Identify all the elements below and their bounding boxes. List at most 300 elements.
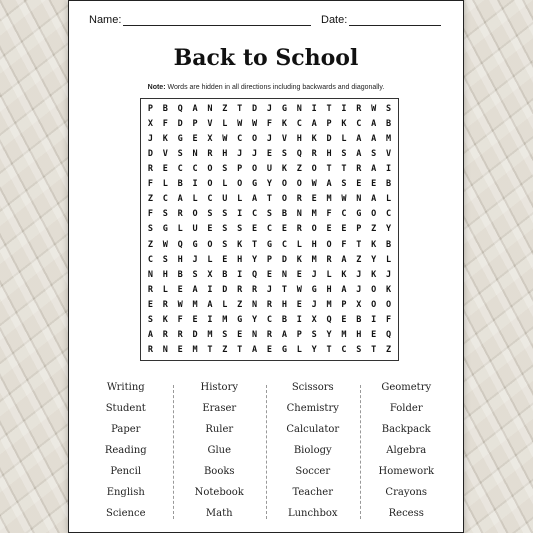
grid-cell[interactable]: X xyxy=(207,133,213,144)
word-list-item: Writing xyxy=(106,382,145,393)
grid-cell[interactable]: E xyxy=(356,179,362,190)
grid-cell[interactable]: E xyxy=(266,148,273,159)
grid-cell[interactable]: A xyxy=(371,133,377,144)
grid-cell[interactable]: S xyxy=(311,330,317,341)
grid-cell[interactable]: S xyxy=(371,148,377,159)
grid-cell[interactable]: G xyxy=(252,179,258,190)
grid-cell[interactable]: L xyxy=(222,300,228,311)
grid-cell[interactable]: R xyxy=(266,300,273,311)
grid-cell[interactable]: N xyxy=(296,103,302,114)
grid-cell[interactable]: R xyxy=(177,209,183,220)
grid-cell[interactable]: A xyxy=(371,164,377,175)
grid-cell[interactable]: K xyxy=(281,118,287,129)
grid-cell[interactable]: J xyxy=(385,269,392,280)
grid-cell[interactable]: R xyxy=(296,194,302,205)
grid-cell[interactable]: L xyxy=(222,118,228,129)
grid-cell[interactable]: S xyxy=(237,224,243,235)
grid-cell[interactable]: N xyxy=(281,269,287,280)
grid-cell[interactable]: T xyxy=(237,103,243,114)
grid-cell[interactable]: J xyxy=(266,284,273,295)
grid-cell[interactable]: Y xyxy=(252,315,258,326)
grid-cell[interactable]: X xyxy=(207,269,213,280)
grid-cell[interactable]: A xyxy=(192,284,198,295)
instructions-note xyxy=(69,84,463,91)
grid-cell[interactable]: S xyxy=(222,209,228,220)
grid-cell[interactable]: S xyxy=(162,254,168,265)
grid-cell[interactable]: H xyxy=(356,330,362,341)
grid-cell[interactable]: F xyxy=(162,118,168,129)
grid-cell[interactable]: K xyxy=(162,315,168,326)
grid-cell[interactable]: D xyxy=(222,284,228,295)
grid-cell[interactable]: W xyxy=(177,300,183,311)
grid-cell[interactable]: L xyxy=(326,269,332,280)
grid-cell[interactable]: X xyxy=(356,300,362,311)
grid-cell[interactable]: L xyxy=(192,194,198,205)
grid-cell[interactable]: O xyxy=(237,179,243,190)
grid-cell[interactable]: N xyxy=(162,345,168,356)
grid-cell[interactable]: S xyxy=(147,315,153,326)
grid-cell[interactable]: I xyxy=(207,315,213,326)
grid-cell[interactable]: T xyxy=(326,345,332,356)
grid-cell[interactable]: H xyxy=(326,284,332,295)
grid-cell[interactable]: U xyxy=(266,164,273,175)
grid-cell[interactable]: O xyxy=(192,209,198,220)
grid-cell[interactable]: D xyxy=(252,103,258,114)
grid-cell[interactable]: I xyxy=(385,164,392,175)
grid-cell[interactable]: S xyxy=(192,269,198,280)
grid-cell[interactable]: F xyxy=(266,118,273,129)
grid-cell[interactable]: Q xyxy=(177,239,183,250)
grid-cell[interactable]: I xyxy=(296,315,302,326)
grid-cell[interactable]: G xyxy=(311,284,317,295)
grid-cell[interactable]: C xyxy=(385,209,392,220)
grid-cell[interactable]: N xyxy=(296,209,302,220)
grid-cell[interactable]: T xyxy=(356,239,362,250)
word-list-item: Reading xyxy=(104,445,147,456)
grid-cell[interactable]: K xyxy=(341,269,347,280)
grid-cell[interactable]: A xyxy=(177,194,183,205)
grid-cell[interactable]: Z xyxy=(222,103,228,114)
date-label: Date: xyxy=(321,14,348,26)
grid-cell[interactable]: S xyxy=(385,103,392,114)
grid-cell[interactable]: M xyxy=(192,300,198,311)
grid-cell[interactable]: A xyxy=(371,118,377,129)
grid-cell[interactable]: L xyxy=(162,179,168,190)
grid-cell[interactable]: K xyxy=(281,164,287,175)
grid-cell[interactable]: N xyxy=(252,300,258,311)
grid-cell[interactable]: A xyxy=(356,133,362,144)
grid-cell[interactable]: T xyxy=(341,164,347,175)
grid-cell[interactable]: E xyxy=(371,330,377,341)
grid-cell[interactable]: L xyxy=(296,345,302,356)
grid-cell[interactable]: N xyxy=(207,103,213,114)
grid-cell[interactable]: S xyxy=(162,209,168,220)
grid-cell[interactable]: D xyxy=(147,148,153,159)
grid-cell[interactable]: N xyxy=(192,148,198,159)
grid-cell[interactable]: C xyxy=(341,345,347,356)
grid-cell[interactable]: Q xyxy=(252,269,258,280)
grid-cell[interactable]: I xyxy=(341,103,347,114)
grid-cell[interactable]: C xyxy=(341,209,347,220)
grid-cell[interactable]: B xyxy=(222,269,228,280)
grid-cell[interactable]: A xyxy=(192,103,198,114)
grid-cell[interactable]: O xyxy=(207,239,213,250)
grid-cell[interactable]: D xyxy=(177,118,183,129)
grid-cell[interactable]: E xyxy=(266,345,273,356)
grid-cell[interactable]: V xyxy=(162,148,168,159)
grid-cell[interactable]: R xyxy=(177,330,183,341)
grid-cell[interactable]: S xyxy=(177,148,183,159)
grid-cell[interactable]: E xyxy=(237,330,243,341)
grid-cell[interactable]: A xyxy=(371,194,377,205)
grid-cell[interactable]: E xyxy=(147,300,153,311)
grid-cell[interactable]: E xyxy=(341,315,347,326)
word-list-item: Eraser xyxy=(202,403,237,414)
grid-cell[interactable]: Q xyxy=(296,148,302,159)
grid-cell[interactable]: S xyxy=(341,179,347,190)
grid-cell[interactable]: C xyxy=(266,315,273,326)
grid-cell[interactable]: W xyxy=(371,103,377,114)
grid-cell[interactable]: R xyxy=(237,284,243,295)
grid-cell[interactable]: A xyxy=(326,179,332,190)
grid-cell[interactable]: B xyxy=(385,239,392,250)
grid-cell[interactable]: M xyxy=(207,330,213,341)
grid-cell[interactable]: E xyxy=(207,224,213,235)
grid-cell[interactable]: B xyxy=(385,179,392,190)
grid-cell[interactable]: Q xyxy=(385,330,392,341)
grid-cell[interactable]: C xyxy=(237,133,243,144)
grid-cell[interactable]: E xyxy=(326,224,332,235)
grid-cell[interactable]: E xyxy=(192,133,198,144)
grid-cell[interactable]: H xyxy=(177,254,183,265)
grid-cell[interactable]: G xyxy=(162,224,168,235)
grid-cell[interactable]: K xyxy=(237,239,243,250)
grid-cell[interactable]: O xyxy=(207,179,213,190)
grid-cell[interactable]: P xyxy=(296,330,302,341)
grid-cell[interactable]: V xyxy=(207,118,213,129)
grid-cell[interactable]: T xyxy=(266,194,273,205)
grid-cell[interactable]: F xyxy=(147,209,153,220)
grid-cell[interactable]: J xyxy=(356,284,362,295)
grid-cell[interactable]: U xyxy=(192,224,198,235)
grid-cell[interactable]: Y xyxy=(311,345,317,356)
grid-cell[interactable]: L xyxy=(341,133,347,144)
grid-cell[interactable]: U xyxy=(222,194,228,205)
grid-cell[interactable]: E xyxy=(252,224,258,235)
grid-cell[interactable]: G xyxy=(356,209,362,220)
grid-cell[interactable]: A xyxy=(356,148,362,159)
grid-cell[interactable]: O xyxy=(326,239,332,250)
grid-cell[interactable]: C xyxy=(252,209,258,220)
date-field[interactable] xyxy=(321,13,441,26)
grid-cell[interactable]: C xyxy=(177,164,183,175)
grid-cell[interactable]: K xyxy=(341,118,347,129)
grid-cell[interactable]: E xyxy=(177,284,183,295)
grid-cell[interactable]: Q xyxy=(326,315,332,326)
grid-cell[interactable]: V xyxy=(281,133,287,144)
grid-cell[interactable]: G xyxy=(281,345,287,356)
grid-cell[interactable]: L xyxy=(177,224,183,235)
grid-cell[interactable]: A xyxy=(341,284,347,295)
grid-cell[interactable]: M xyxy=(385,133,392,144)
grid-cell[interactable]: M xyxy=(222,315,228,326)
grid-cell[interactable]: M xyxy=(341,330,347,341)
grid-cell[interactable]: M xyxy=(326,194,332,205)
grid-cell[interactable]: P xyxy=(326,118,332,129)
grid-cell[interactable]: Z xyxy=(296,164,302,175)
grid-cell[interactable]: F xyxy=(326,209,332,220)
grid-cell[interactable]: J xyxy=(266,133,273,144)
grid-cell[interactable]: A xyxy=(281,330,287,341)
grid-cell[interactable]: N xyxy=(147,269,153,280)
grid-cell[interactable]: B xyxy=(281,315,287,326)
grid-cell[interactable]: J xyxy=(311,269,317,280)
grid-cell[interactable]: G xyxy=(281,103,287,114)
grid-cell[interactable]: G xyxy=(266,239,273,250)
grid-cell[interactable]: Z xyxy=(356,254,362,265)
grid-cell[interactable]: K xyxy=(385,284,392,295)
grid-cell[interactable]: R xyxy=(147,164,153,175)
grid-cell[interactable]: B xyxy=(385,118,392,129)
grid-cell[interactable]: I xyxy=(371,315,377,326)
grid-cell[interactable]: Y xyxy=(326,330,332,341)
grid-cell[interactable]: S xyxy=(147,224,153,235)
grid-cell[interactable]: R xyxy=(252,284,258,295)
grid-cell[interactable]: I xyxy=(311,103,317,114)
grid-cell[interactable]: C xyxy=(356,118,362,129)
grid-cell[interactable]: W xyxy=(311,179,317,190)
grid-cell[interactable]: H xyxy=(296,133,302,144)
grid-cell[interactable]: C xyxy=(266,224,273,235)
grid-cell[interactable]: J xyxy=(237,148,243,159)
grid-cell[interactable]: J xyxy=(147,133,153,144)
grid-cell[interactable]: P xyxy=(237,164,243,175)
grid-cell[interactable]: B xyxy=(162,103,168,114)
grid-cell[interactable]: W xyxy=(296,284,302,295)
grid-cell[interactable]: P xyxy=(266,254,273,265)
grid-cell[interactable]: R xyxy=(356,103,362,114)
grid-cell[interactable]: K xyxy=(371,269,377,280)
grid-cell[interactable]: K xyxy=(311,133,317,144)
grid-cell[interactable]: T xyxy=(281,284,287,295)
grid-cell[interactable]: N xyxy=(356,194,362,205)
grid-cell[interactable]: O xyxy=(371,300,377,311)
grid-cell[interactable]: R xyxy=(356,164,362,175)
grid-cell[interactable]: J xyxy=(266,103,273,114)
grid-cell[interactable]: A xyxy=(147,330,153,341)
grid-cell[interactable]: C xyxy=(192,164,198,175)
grid-cell[interactable]: L xyxy=(237,194,243,205)
grid-cell[interactable]: C xyxy=(147,254,153,265)
grid-cell[interactable]: O xyxy=(371,284,377,295)
grid-cell[interactable]: M xyxy=(326,300,332,311)
grid-cell[interactable]: T xyxy=(371,345,377,356)
grid-cell[interactable]: X xyxy=(147,118,153,129)
grid-cell[interactable]: O xyxy=(281,179,287,190)
grid-cell[interactable]: R xyxy=(311,148,317,159)
grid-cell[interactable]: J xyxy=(311,300,317,311)
grid-cell[interactable]: C xyxy=(162,194,168,205)
grid-cell[interactable]: E xyxy=(192,315,198,326)
grid-cell[interactable]: L xyxy=(385,194,392,205)
grid-cell[interactable]: W xyxy=(341,194,347,205)
grid-cell[interactable]: S xyxy=(281,148,287,159)
grid-cell[interactable]: H xyxy=(311,239,317,250)
grid-cell[interactable]: R xyxy=(326,254,332,265)
grid-cell[interactable]: L xyxy=(385,254,392,265)
grid-cell[interactable]: R xyxy=(162,330,168,341)
grid-cell[interactable]: R xyxy=(147,345,153,356)
grid-cell[interactable]: E xyxy=(266,269,273,280)
grid-cell[interactable]: N xyxy=(252,330,258,341)
grid-cell[interactable]: W xyxy=(237,118,243,129)
grid-cell[interactable]: G xyxy=(177,133,183,144)
grid-cell[interactable]: F xyxy=(385,315,392,326)
grid-cell[interactable]: Z xyxy=(147,239,153,250)
grid-cell[interactable]: C xyxy=(281,239,287,250)
grid-cell[interactable]: H xyxy=(281,300,287,311)
grid-cell[interactable]: I xyxy=(237,269,243,280)
grid-cell[interactable]: O xyxy=(252,164,258,175)
grid-cell[interactable]: Y xyxy=(385,224,392,235)
grid-cell[interactable]: O xyxy=(207,164,213,175)
grid-cell[interactable]: M xyxy=(311,209,317,220)
grid-cell[interactable]: A xyxy=(252,345,258,356)
grid-cell[interactable]: E xyxy=(371,179,377,190)
grid-cell[interactable]: S xyxy=(222,239,228,250)
grid-cell[interactable]: T xyxy=(237,345,243,356)
grid-cell[interactable]: P xyxy=(341,300,347,311)
grid-cell[interactable]: X xyxy=(311,315,317,326)
grid-cell[interactable]: W xyxy=(162,239,168,250)
grid-cell[interactable]: E xyxy=(162,164,168,175)
grid-cell[interactable]: K xyxy=(371,239,377,250)
grid-cell[interactable]: E xyxy=(296,269,302,280)
grid-cell[interactable]: P xyxy=(147,103,153,114)
grid-cell[interactable]: S xyxy=(207,209,213,220)
grid-cell[interactable]: Q xyxy=(177,103,183,114)
grid-cell[interactable]: O xyxy=(281,194,287,205)
grid-cell[interactable]: T xyxy=(326,103,332,114)
grid-cell[interactable]: F xyxy=(177,315,183,326)
grid-cell[interactable]: J xyxy=(192,254,198,265)
grid-cell[interactable]: Z xyxy=(222,345,228,356)
grid-cell[interactable]: M xyxy=(311,254,317,265)
grid-cell[interactable]: E xyxy=(177,345,183,356)
grid-cell[interactable]: R xyxy=(162,300,168,311)
grid-cell[interactable]: Z xyxy=(371,224,377,235)
grid-cell[interactable]: F xyxy=(147,179,153,190)
grid-cell[interactable]: J xyxy=(356,269,362,280)
grid-cell[interactable]: D xyxy=(281,254,287,265)
grid-cell[interactable]: C xyxy=(296,118,302,129)
grid-cell[interactable]: L xyxy=(296,239,302,250)
grid-cell[interactable]: B xyxy=(356,315,362,326)
grid-cell[interactable]: W xyxy=(222,133,228,144)
grid-cell[interactable]: H xyxy=(222,148,228,159)
grid-cell[interactable]: Y xyxy=(252,254,258,265)
grid-cell[interactable]: E xyxy=(281,224,287,235)
grid-cell[interactable]: S xyxy=(222,224,228,235)
grid-cell[interactable]: O xyxy=(311,164,317,175)
grid-cell[interactable]: G xyxy=(192,239,198,250)
grid-cell[interactable]: R xyxy=(266,330,273,341)
grid-cell[interactable]: I xyxy=(192,179,198,190)
grid-cell[interactable]: A xyxy=(341,254,347,265)
grid-cell[interactable]: I xyxy=(207,284,213,295)
grid-cell[interactable]: A xyxy=(252,194,258,205)
grid-cell[interactable]: K xyxy=(296,254,302,265)
grid-cell[interactable]: T xyxy=(252,239,258,250)
grid-cell[interactable]: V xyxy=(385,148,392,159)
grid-cell[interactable]: H xyxy=(162,269,168,280)
grid-cell[interactable]: O xyxy=(311,224,317,235)
grid-cell[interactable]: E xyxy=(296,300,302,311)
grid-cell[interactable]: E xyxy=(311,194,317,205)
grid-cell[interactable]: L xyxy=(162,284,168,295)
grid-cell[interactable]: T xyxy=(207,345,213,356)
grid-cell[interactable]: D xyxy=(326,133,332,144)
grid-cell[interactable]: S xyxy=(341,148,347,159)
word-list-item: Math xyxy=(205,508,233,519)
grid-cell[interactable]: P xyxy=(356,224,362,235)
grid-cell[interactable]: B xyxy=(281,209,287,220)
grid-cell[interactable]: R xyxy=(296,224,302,235)
grid-cell[interactable]: Y xyxy=(266,179,273,190)
grid-cell[interactable]: M xyxy=(192,345,198,356)
grid-cell[interactable]: E xyxy=(222,254,228,265)
word-column xyxy=(360,377,454,527)
grid-cell[interactable]: L xyxy=(222,179,228,190)
grid-cell[interactable]: Y xyxy=(371,254,377,265)
grid-cell[interactable]: Z xyxy=(147,194,153,205)
grid-cell[interactable]: I xyxy=(237,209,243,220)
grid-cell[interactable]: R xyxy=(147,284,153,295)
name-field[interactable] xyxy=(89,13,311,26)
grid-cell[interactable]: L xyxy=(207,254,213,265)
grid-cell[interactable]: P xyxy=(192,118,198,129)
grid-cell[interactable]: B xyxy=(177,179,183,190)
grid-cell[interactable]: F xyxy=(341,239,347,250)
grid-cell[interactable]: O xyxy=(371,209,377,220)
grid-cell[interactable]: R xyxy=(207,148,213,159)
date-line xyxy=(349,13,441,26)
grid-cell[interactable]: G xyxy=(237,315,243,326)
grid-cell[interactable]: A xyxy=(207,300,213,311)
grid-cell[interactable]: O xyxy=(252,133,258,144)
grid-cell[interactable]: O xyxy=(296,179,302,190)
grid-cell[interactable]: S xyxy=(222,330,228,341)
grid-cell[interactable]: S xyxy=(222,164,228,175)
grid-cell[interactable]: T xyxy=(326,164,332,175)
grid-cell[interactable]: H xyxy=(237,254,243,265)
grid-cell[interactable]: B xyxy=(177,269,183,280)
grid-cell[interactable]: Z xyxy=(237,300,243,311)
grid-cell[interactable]: A xyxy=(311,118,317,129)
word-column xyxy=(266,377,360,527)
grid-cell[interactable]: D xyxy=(192,330,198,341)
grid-cell[interactable]: E xyxy=(341,224,347,235)
grid-cell[interactable]: S xyxy=(266,209,273,220)
grid-cell[interactable]: K xyxy=(162,133,168,144)
grid-cell[interactable]: Z xyxy=(385,345,392,356)
grid-cell[interactable]: W xyxy=(252,118,258,129)
grid-cell[interactable]: J xyxy=(252,148,258,159)
grid-cell[interactable]: H xyxy=(326,148,332,159)
grid-cell[interactable]: O xyxy=(385,300,392,311)
grid-cell[interactable]: C xyxy=(207,194,213,205)
grid-cell[interactable]: S xyxy=(356,345,362,356)
